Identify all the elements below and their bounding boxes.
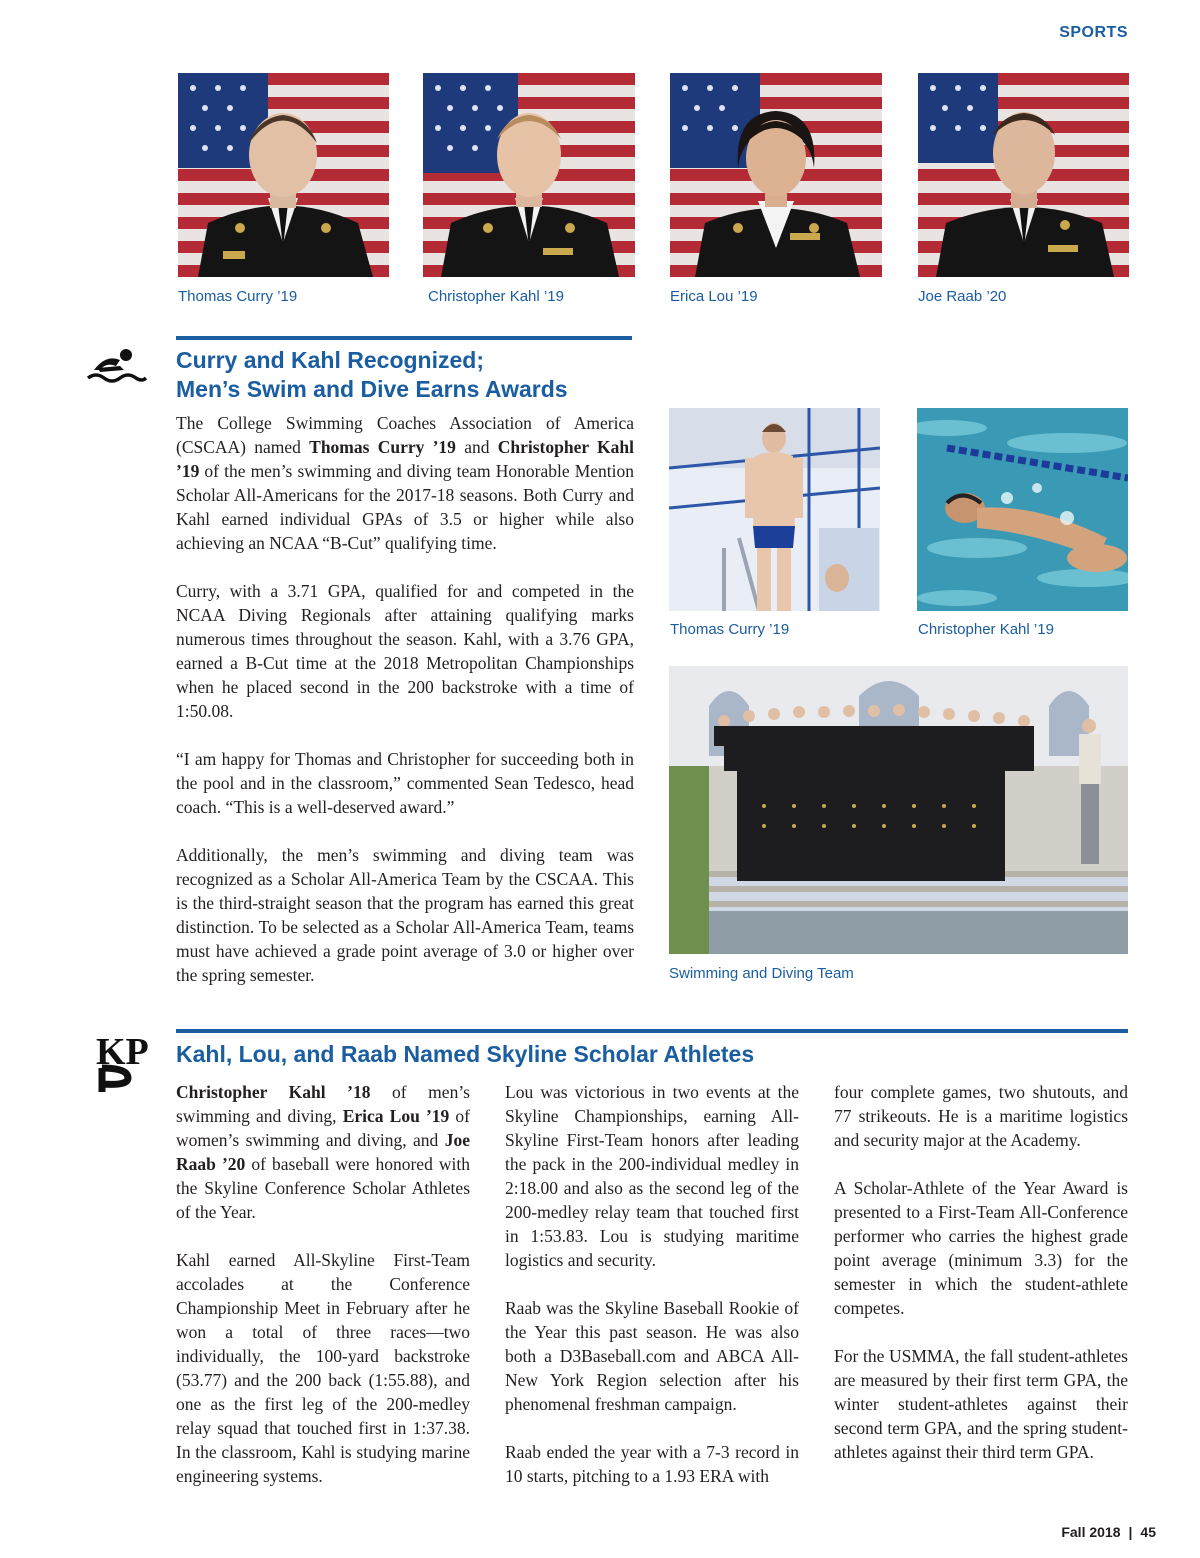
diver-photo [669,408,880,611]
kp-logo [94,1034,148,1094]
portrait-photo-raab [918,73,1129,277]
swimmer-icon [86,346,148,386]
team-photo [669,666,1128,954]
article2-paragraph: Kahl earned All-Skyline First-Team accolades at the Conference Championship Meet in February after he won a total of three races—two individually, the 100-yard backstroke (53.77) and the 200 back (1:55.88), and one as the first leg of the 200-medley relay squad that touched first in 1:37.38. In the classroom, Kahl is studying marine engineering systems. [176,1250,470,1486]
article2-rule [176,1029,1128,1033]
article2-paragraph: Raab ended the year with a 7-3 record in 10 starts, pitching to a 1.93 ERA with [505,1442,799,1486]
article2-column-2 [505,1080,799,1512]
article1-title-line2: Men’s Swim and Dive Earns Awards [176,376,568,402]
article2-paragraph: For the USMMA, the fall student-athletes are measured by their first term GPA, the winter student-athletes against their second term GPA, and the spring student-athletes against their third term GPA. [834,1346,1128,1462]
article1-paragraph: The College Swimming Coaches Association of America (CSCAA) named Thomas Curry ’19 and Christopher Kahl ’19 of the men’s swimming and diving team Honorable Mention Scholar All-Americans for the 2017-18 seasons. Both Curry and Kahl earned individual GPAs of 3.5 or higher while also achieving an NCAA “B-Cut” qualifying time. [176,413,634,553]
article2-column-3 [834,1080,1128,1488]
portrait-photo-kahl [423,73,635,277]
diver-caption: Thomas Curry ’19 [670,621,790,638]
article1-title [176,346,636,404]
page-number: 45 [1140,1524,1156,1540]
page-footer [1061,1524,1156,1540]
article1-title-line1: Curry and Kahl Recognized; [176,347,484,373]
article2-paragraph: A Scholar-Athlete of the Year Award is presented to a First-Team All-Conference performer who carries the highest grade point average (minimum 3.3) for the semester in which the student-athlete competes. [834,1178,1128,1318]
article2-column-1 [176,1080,470,1512]
article2-paragraph: Lou was victorious in two events at the Skyline Championships, earning All-Skyline First-Team honors after leading the pack in the 200-individual medley in 2:18.00 and also as the second leg of the 200-medley relay team that touched first in 1:53.83. Lou is studying maritime logistics and security. [505,1082,799,1270]
article1-body [176,411,634,1011]
article2-title: Kahl, Lou, and Raab Named Skyline Scholar Athletes [176,1041,755,1067]
article1-paragraph: “I am happy for Thomas and Christopher for succeeding both in the pool and in the classroom,” commented Sean Tedesco, head coach. “This is a well-deserved award.” [176,749,634,817]
portrait-caption-kahl: Christopher Kahl ’19 [428,288,564,305]
article1-paragraph: Curry, with a 3.71 GPA, qualified for and competed in the NCAA Diving Regionals after attaining qualifying marks numerous times throughout the season. Kahl, with a 3.76 GPA, earned a B-Cut time at the 2018 Metropolitan Championships when he placed second in the 200 backstroke with a time of 1:50.08. [176,581,634,721]
portrait-caption-curry: Thomas Curry ’19 [178,288,298,305]
article2-paragraph: Raab was the Skyline Baseball Rookie of the Year this past season. He was also both a D3Baseball.com and ABCA All-New York Region selection after his phenomenal freshman campaign. [505,1298,799,1414]
article1-paragraph: Additionally, the men’s swimming and diving team was recognized as a Scholar All-America Team by the CSCAA. This is the third-straight season that the program has earned this great distinction. To be selected as a Scholar All-America Team, teams must have achieved a grade point average of 3.0 or higher over the spring semester. [176,845,634,985]
footer-separator: | [1128,1524,1133,1540]
portrait-photo-curry [178,73,389,277]
portrait-caption-lou: Erica Lou ’19 [670,288,758,305]
portrait-photo-lou [670,73,882,277]
portrait-caption-raab: Joe Raab ’20 [918,288,1007,305]
article2-paragraph: four complete games, two shutouts, and 77 strikeouts. He is a maritime logistics and security major at the Academy. [834,1082,1128,1150]
section-tag: SPORTS [1059,24,1128,41]
article2-paragraph: Christopher Kahl ’18 of men’s swimming and diving, Erica Lou ’19 of women’s swimming and diving, and Joe Raab ’20 of baseball were honored with the Skyline Conference Scholar Athletes of the Year. [176,1082,471,1222]
swimmer-photo [917,408,1128,611]
issue-label: Fall 2018 [1061,1524,1121,1540]
kp-logo-text: KP [96,1034,148,1073]
article1-rule [176,336,632,340]
team-caption: Swimming and Diving Team [669,965,854,982]
swimmer-caption: Christopher Kahl ’19 [918,621,1054,638]
